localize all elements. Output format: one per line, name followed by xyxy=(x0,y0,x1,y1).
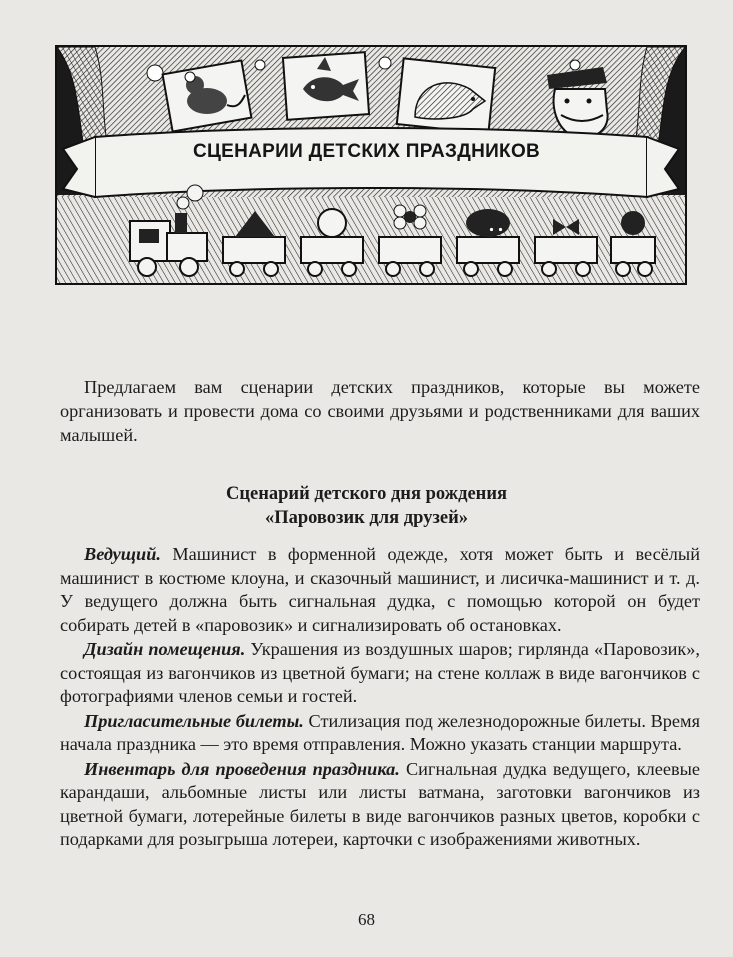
chapter-title: СЦЕНАРИИ ДЕТСКИХ ПРАЗДНИКОВ xyxy=(192,141,541,162)
paragraph-inventory xyxy=(60,758,700,852)
term-host: Ведущий. xyxy=(84,544,161,564)
mouse-icon xyxy=(163,60,252,131)
bird-icon xyxy=(283,52,369,120)
text-inventory: Сигнальная дудка ведущего, клеевые карандаши, альбомные листы или листы ватмана, заготовки вагончиков из цветной бумаги, лотерейные билеты в виде вагончиков разных цветов, коробки с подарками для розыгрыша лотереи, карточки с изображениями животных. xyxy=(60,758,700,849)
intro-paragraph: Предлагаем вам сценарии детских праздников, которые вы можете организовать и провести дома со своими друзьями и родственниками для ваших малышей. xyxy=(60,377,700,445)
paragraph-design xyxy=(60,638,700,709)
text-design: Украшения из воздушных шаров; гирлянда «Паровозик», состоящая из вагончиков из цветной бумаги; на стене коллаж в виде вагончиков с фотографиями членов семьи и гостей. xyxy=(60,639,700,706)
term-inventory: Инвентарь для проведения праздника. xyxy=(84,758,400,779)
section-title: Сценарий детского дня рождения xyxy=(226,484,507,504)
page-number: 68 xyxy=(358,910,375,929)
hedgehog-icon xyxy=(397,58,495,133)
text-host: Машинист в форменной одежде, хотя может быть и весёлый машинист в костюме клоуна, и сказочный машинист, и лисичка-машинист и т. д. У ведущего должна быть сигнальная дудка, с помощью которой он будет собирать детей в «паровозик» и сигнализировать об остановках. xyxy=(60,544,700,635)
term-tickets: Пригласительные билеты. xyxy=(84,710,304,731)
body-text xyxy=(60,543,700,853)
term-design: Дизайн помещения. xyxy=(84,639,246,659)
text-tickets: Стилизация под железнодорожные билеты. Время начала праздника — это время отправления. Можно указать станции маршрута. xyxy=(60,710,701,754)
header-illustration xyxy=(55,45,687,285)
section-subtitle: «Паровозик для друзей» xyxy=(264,508,469,528)
paragraph-host xyxy=(60,543,700,637)
paragraph-tickets xyxy=(60,710,700,757)
